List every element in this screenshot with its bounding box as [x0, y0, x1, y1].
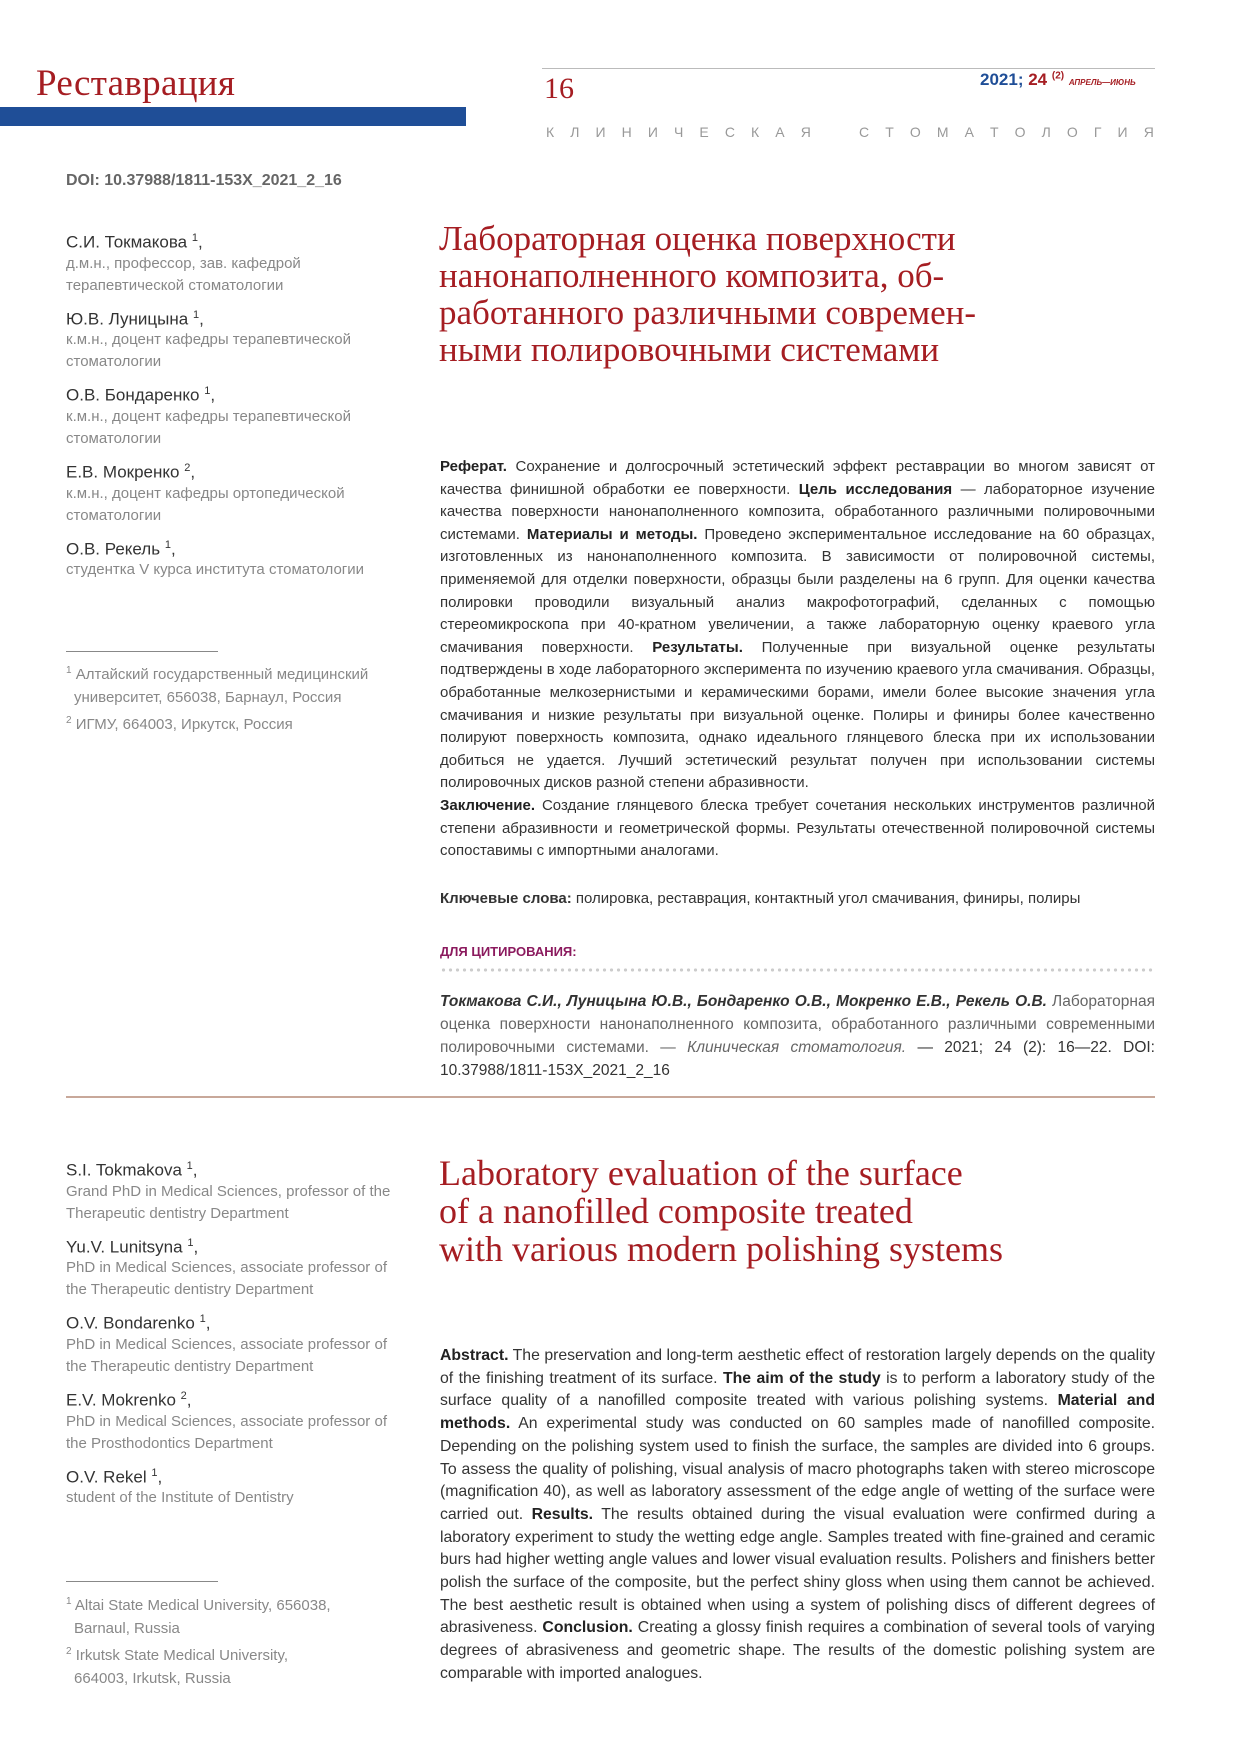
- author-name-text: Е.В. Мокренко: [66, 462, 180, 482]
- author-entry: [66, 232, 411, 297]
- author-name: [66, 309, 411, 330]
- keywords-text: полировка, реставрация, контактный угол смачивания, финиры, полиры: [571, 890, 1081, 907]
- author-suffix: ,: [170, 539, 176, 559]
- citation: [440, 990, 1155, 1082]
- author-position: Grand PhD in Medical Sciences, professor of the Therapeutic dentistry Department: [66, 1182, 391, 1222]
- issue-period: АПРЕЛЬ—ИЮНЬ: [1068, 78, 1136, 87]
- conclusion-label: Заключение.: [440, 796, 536, 814]
- author-name-text: О.В. Бондаренко: [66, 385, 200, 405]
- results-text: Полученные при визуальной оценке результаты подтверждены в ходе лабораторного эксперимента по изучению краевого угла смачивания. Образцы, обработанные мелкозернистыми и керамическими борами, имели более высокие значения угла смачивания и низкие результаты при визуальной оценке. Полиры и финиры более качественно полируют поверхность композита, однако идеального глянцевого блеска при их использовании добиться не удается. Лучший эстетический результат получен при использовании системы полировочных дисков разной степени абразивности.: [440, 638, 1155, 792]
- journal-letter: О: [1014, 124, 1026, 140]
- journal-letter: Т: [885, 124, 894, 140]
- affiliation-marker: 1: [66, 665, 72, 676]
- author-affiliation-marker: 1: [204, 385, 211, 398]
- author-suffix: ,: [192, 1160, 198, 1180]
- journal-letter: Я: [800, 124, 811, 140]
- journal-letter: И: [647, 124, 658, 140]
- author-entry: [66, 309, 411, 374]
- methods-en-label: Material and methods.: [440, 1392, 1155, 1433]
- affiliation-marker: 2: [66, 1646, 72, 1657]
- author-suffix: ,: [157, 1467, 163, 1487]
- citation-rest: — 2021; 24 (2): 16—22.: [906, 1039, 1124, 1056]
- author-name: [66, 1313, 411, 1334]
- abstract-en: [440, 1345, 1155, 1686]
- affiliations-ru: [66, 659, 406, 736]
- author-position: PhD in Medical Sciences, associate professor of the Therapeutic dentistry Department: [66, 1259, 387, 1299]
- journal-letter: Я: [1143, 124, 1154, 140]
- doi: DOI: 10.37988/1811-153X_2021_2_16: [66, 172, 342, 189]
- abstract-text: Сохранение и долгосрочный эстетический эффект реставрации во многом зависят от качества финишной обработки ее поверхности.: [440, 458, 1155, 498]
- author-name-text: О.В. Рекель: [66, 539, 161, 559]
- journal-letter: Г: [1093, 124, 1102, 140]
- author-suffix: ,: [210, 385, 216, 405]
- aim-label: Цель исследования: [798, 480, 953, 498]
- affiliation-item: [66, 1640, 336, 1690]
- page-number: 16: [544, 72, 574, 105]
- author-name-text: Ю.В. Луницына: [66, 309, 189, 329]
- author-name-text: С.И. Токмакова: [66, 232, 188, 252]
- aim-en-label: The aim of the study: [722, 1369, 881, 1387]
- methods-text: Проведено экспериментальное исследование на 60 образцах, изготовленных из нанонаполненного композита. В зависимости от полировочной системы, применяемой для отделки поверхности, образцы были разделены на 6 групп. Для оценки качества полировки проводили визуальный анализ макрофотографий, сделанных с помощью стереомикроскопа при 40-кратном увеличении, а также лабораторную оценку краевого угла смачивания поверхности.: [440, 525, 1155, 656]
- citation-doi: DOI: 10.37988/1811-153X_2021_2_16: [440, 1039, 1155, 1079]
- journal-letter: К: [546, 124, 555, 140]
- affiliation-item: [66, 1590, 336, 1640]
- article-title-en: [439, 1154, 1119, 1268]
- journal-letter: С: [724, 124, 735, 140]
- aim-text: — лабораторное изучение качества поверхности нанонаполненного композита, обработанного различными полировочными системами.: [440, 480, 1155, 543]
- abstract-label: Реферат.: [440, 458, 507, 475]
- author-entry: [66, 1390, 411, 1455]
- author-affiliation-marker: 1: [199, 1313, 206, 1326]
- title-line: нанонаполненного композита, об-: [439, 256, 945, 295]
- author-name-text: Yu.V. Lunitsyna: [66, 1237, 183, 1257]
- title-line: Лабораторная оценка поверхности: [439, 219, 956, 258]
- conclusion-en-label: Conclusion.: [542, 1619, 633, 1637]
- author-suffix: ,: [205, 1313, 211, 1333]
- journal-letter: Н: [621, 124, 632, 140]
- author-entry: [66, 1467, 411, 1510]
- author-position: PhD in Medical Sciences, associate professor of the Therapeutic dentistry Department: [66, 1335, 387, 1375]
- author-name-text: O.V. Rekel: [66, 1467, 147, 1487]
- title-line: Laboratory evaluation of the surface: [439, 1153, 963, 1193]
- author-name: [66, 1390, 411, 1411]
- author-affiliation-marker: 2: [184, 461, 191, 474]
- journal-letter: Ч: [673, 124, 684, 140]
- abstract-ru: [440, 456, 1155, 863]
- author-position: к.м.н., доцент кафедры терапевтической стоматологии: [66, 331, 351, 371]
- journal-letter: К: [751, 124, 760, 140]
- author-name: [66, 1467, 411, 1488]
- author-affiliation-marker: 1: [191, 232, 198, 244]
- author-suffix: ,: [186, 1390, 192, 1410]
- author-name: [66, 385, 411, 406]
- author-suffix: ,: [193, 1237, 199, 1257]
- affiliation-rule: [66, 651, 218, 652]
- affiliation-text: ИГМУ, 664003, Иркутск, Россия: [75, 716, 293, 733]
- journal-letter: А: [964, 124, 974, 140]
- author-affiliation-marker: 1: [164, 538, 171, 551]
- issue-info: [980, 70, 1136, 90]
- issue-number: (2): [1051, 70, 1065, 82]
- results-label: Результаты.: [652, 638, 743, 656]
- affiliation-text: Altai State Medical University, 656038, Barnaul, Russia: [74, 1597, 331, 1637]
- affiliation-item: [66, 709, 406, 736]
- author-affiliation-marker: 1: [151, 1466, 158, 1479]
- affiliation-item: [66, 659, 406, 709]
- affiliations-en: [66, 1590, 336, 1690]
- author-entry: [66, 539, 411, 582]
- title-line: of a nanofilled composite treated: [439, 1191, 913, 1231]
- title-line: ными полировочными системами: [439, 330, 940, 369]
- author-entry: [66, 1237, 411, 1302]
- journal-letter: Т: [990, 124, 999, 140]
- journal-letter: С: [859, 124, 870, 140]
- journal-name: [546, 124, 1154, 140]
- journal-letter: Е: [699, 124, 709, 140]
- journal-letter: Л: [1041, 124, 1051, 140]
- author-name: [66, 1160, 411, 1181]
- authors-ru: [66, 232, 411, 593]
- section-title: Реставрация: [36, 63, 236, 104]
- author-name-text: O.V. Bondarenko: [66, 1313, 195, 1333]
- conclusion-text: Создание глянцевого блеска требует сочетания нескольких инструментов различной степени абразивности и геометрической формы. Результаты отечественной полировочной системы сопоставимы с импортными аналогами.: [440, 796, 1155, 860]
- citation-label: ДЛЯ ЦИТИРОВАНИЯ:: [440, 944, 577, 959]
- author-position: д.м.н., профессор, зав. кафедрой терапевтической стоматологии: [66, 254, 301, 294]
- methods-en-text: An experimental study was conducted on 60 samples made of nanofilled composite. Depending on the polishing system used to finish the surface, the samples are divided into 6 groups. To assess the quality of polishing, visual analysis of macro photographs taken with stereo microscope (magnification 40), as well as laboratory assessment of the edge angle of wetting of the surface were carried out.: [440, 1415, 1155, 1523]
- affiliation-rule-en: [66, 1581, 218, 1582]
- methods-label: Материалы и методы.: [526, 525, 698, 543]
- author-suffix: ,: [198, 232, 203, 252]
- title-line: with various modern polishing systems: [439, 1229, 1003, 1269]
- issue-year: 2021;: [980, 70, 1024, 89]
- header-rule: [542, 68, 1155, 69]
- journal-letter: А: [775, 124, 785, 140]
- author-name: [66, 1237, 411, 1258]
- abstract-en-label: Abstract.: [440, 1347, 509, 1364]
- author-position: студентка V курса института стоматологии: [66, 561, 365, 579]
- journal-letter: Л: [570, 124, 580, 140]
- authors-en: [66, 1160, 411, 1521]
- article-title-ru: [439, 220, 1119, 368]
- author-affiliation-marker: 2: [180, 1389, 187, 1402]
- keywords: [440, 890, 1155, 907]
- author-name-text: S.I. Tokmakova: [66, 1160, 182, 1180]
- author-name: [66, 539, 411, 560]
- keywords-label: Ключевые слова:: [440, 890, 572, 907]
- author-suffix: ,: [199, 309, 204, 329]
- title-line: работанного различными современ-: [439, 293, 977, 332]
- journal-letter: И: [1117, 124, 1128, 140]
- citation-journal: Клиническая стоматология.: [687, 1039, 907, 1056]
- author-suffix: ,: [190, 462, 196, 482]
- author-entry: [66, 1313, 411, 1378]
- conclusion-en-text: Creating a glossy finish requires a combination of several tools of varying degrees of abrasiveness and geometric shape. The results of the domestic polishing system are comparable with imported analogues.: [440, 1619, 1155, 1682]
- author-entry: [66, 1160, 411, 1225]
- author-position: к.м.н., доцент кафедры терапевтической стоматологии: [66, 407, 351, 447]
- author-entry: [66, 385, 411, 450]
- affiliation-marker: 2: [66, 715, 72, 726]
- journal-letter: О: [1066, 124, 1078, 140]
- author-position: к.м.н., доцент кафедры ортопедической стоматологии: [66, 484, 345, 524]
- author-affiliation-marker: 1: [192, 308, 200, 321]
- citation-authors: Токмакова С.И., Луницына Ю.В., Бондаренко О.В., Мокренко Е.В., Рекель О.В.: [440, 993, 1047, 1010]
- author-entry: [66, 462, 411, 527]
- author-name-text: E.V. Mokrenko: [66, 1390, 176, 1410]
- section-separator: [66, 1096, 1155, 1098]
- issue-volume: 24: [1028, 70, 1048, 89]
- author-position: PhD in Medical Sciences, associate professor of the Prosthodontics Department: [66, 1412, 387, 1452]
- citation-text: Лабораторная оценка поверхности нанонаполненного композита, обработанного различными современными полировочными системами. —: [440, 993, 1155, 1056]
- author-affiliation-marker: 1: [186, 1160, 193, 1172]
- aim-en-text: is to perform a laboratory study of the surface quality of a nanofilled composite treated with various polishing systems.: [440, 1369, 1155, 1410]
- affiliation-text: Irkutsk State Medical University, 664003, Irkutsk, Russia: [74, 1647, 289, 1687]
- dotted-divider: [440, 968, 1155, 972]
- journal-letter: И: [595, 124, 606, 140]
- results-en-label: Results.: [531, 1505, 594, 1523]
- affiliation-marker: 1: [66, 1596, 72, 1607]
- author-name: [66, 232, 411, 253]
- author-affiliation-marker: 1: [187, 1236, 194, 1249]
- journal-letter: О: [909, 124, 921, 140]
- journal-letter: М: [936, 124, 949, 140]
- author-position: student of the Institute of Dentistry: [66, 1489, 294, 1507]
- results-en-text: The results obtained during the visual evaluation were confirmed during a laboratory experiment to study the wetting edge angle. Samples treated with fine-grained and ceramic burs had higher wetting angle values and lower visual evaluation results. Polishers and finishers better polish the surface of the composite, but the perfect shiny gloss when using them cannot be achieved. The best aesthetic result is obtained when using a system of polishing discs of different degrees of abrasiveness.: [440, 1505, 1155, 1637]
- abstract-en-text: The preservation and long-term aesthetic effect of restoration largely depends on the quality of the finishing treatment of its surface.: [440, 1347, 1155, 1387]
- section-bar: [0, 107, 466, 126]
- affiliation-text: Алтайский государственный медицинский университет, 656038, Барнаул, Россия: [74, 666, 369, 706]
- author-name: [66, 462, 411, 483]
